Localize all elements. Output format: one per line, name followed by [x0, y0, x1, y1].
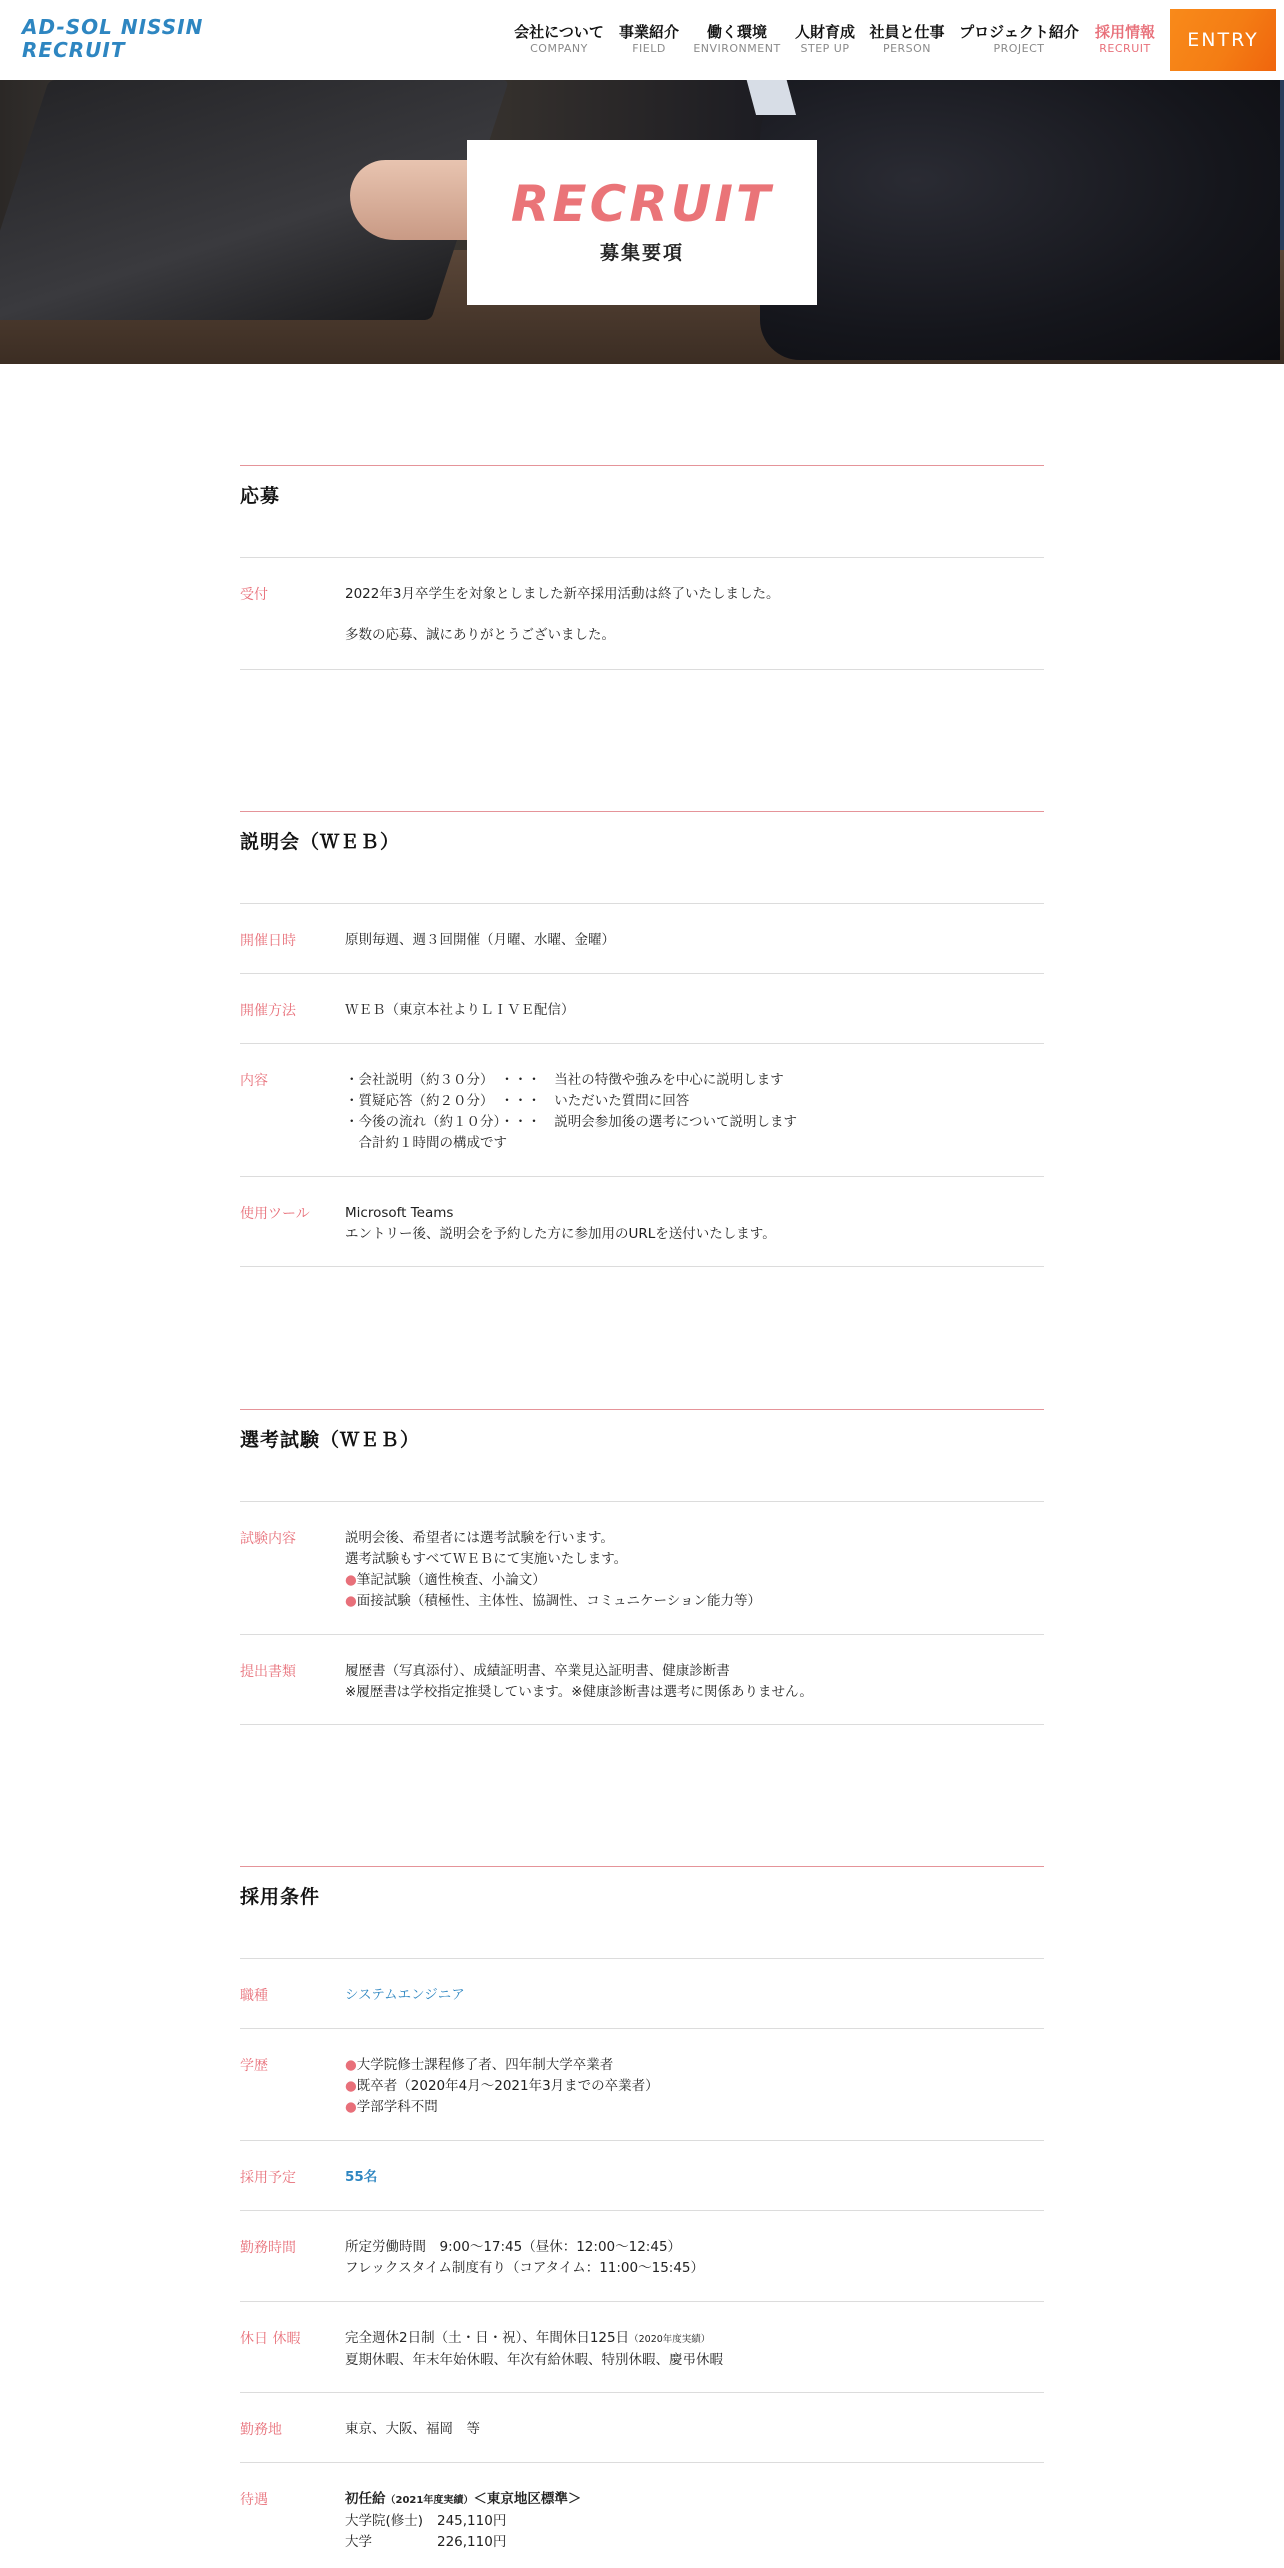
- row-label: 勤務時間: [240, 2240, 296, 2256]
- nav-recruit[interactable]: 採用情報 RECRUIT: [1094, 23, 1155, 55]
- row-value: 完全週休2日制（土・日・祝）、年間休日125日（2020年度実績） 夏期休暇、年末年始休暇、年次有給休暇、特別休暇、慶弔休暇: [345, 2330, 723, 2368]
- row-label: 職種: [240, 1988, 268, 2004]
- hero-title-card: [467, 140, 817, 305]
- row-value: Microsoft Teams エントリー後、説明会を予約した方に参加用のURLを送付いたします。: [345, 1205, 776, 1242]
- table-row: [240, 973, 1044, 1043]
- row-value: 履歴書（写真添付）、成績証明書、卒業見込証明書、健康診断書 ※履歴書は学校指定推奨しています。※健康診断書は選考に関係ありません。: [345, 1663, 813, 1700]
- nav-company[interactable]: 会社について COMPANY: [514, 23, 604, 55]
- row-value: 原則毎週、週３回開催（月曜、水曜、金曜）: [345, 932, 615, 948]
- nav-environment[interactable]: 働く環境 ENVIRONMENT: [693, 23, 781, 55]
- bullet-icon: ●: [345, 2099, 357, 2115]
- row-label: 採用予定: [240, 2170, 296, 2186]
- row-label: 学歴: [240, 2058, 268, 2074]
- row-label: 提出書類: [240, 1664, 296, 1680]
- row-value: 東京、大阪、福岡 等: [345, 2421, 480, 2437]
- section-divider: [240, 465, 1044, 466]
- row-label: 勤務地: [240, 2422, 282, 2438]
- section-title: 応募: [240, 485, 281, 507]
- table-row: [240, 2028, 1044, 2140]
- nav-field[interactable]: 事業紹介 FIELD: [618, 23, 679, 55]
- section-title: 説明会（ＷＥＢ）: [240, 831, 401, 853]
- table-row: [240, 1958, 1044, 2028]
- table-row: [240, 1043, 1044, 1176]
- global-nav: [0, 22, 1284, 62]
- row-value: ・会社説明（約３０分） ・・・ 当社の特徴や強みを中心に説明します ・質疑応答（約２０分） ・・・ いただいた質問に回答 ・今後の流れ（約１０分）・・・ 説明会参加後の選考について説明します 合計約１時間の構成です: [345, 1072, 797, 1151]
- row-value: 初任給（2021年度実績）＜東京地区標準＞ 大学院(修士) 245,110円 大学 226,110円: [345, 2491, 582, 2550]
- hero-title: RECRUIT: [510, 175, 774, 233]
- bullet-icon: ●: [345, 2078, 357, 2094]
- row-label: 開催方法: [240, 1003, 296, 1019]
- row-label: 開催日時: [240, 933, 296, 949]
- row-value: 所定労働時間 9:00～17:45（昼休：12:00～12:45） フレックスタイム制度有り（コアタイム：11:00～15:45）: [345, 2239, 705, 2276]
- logo-line-2: RECRUIT: [22, 38, 126, 62]
- table-row: [240, 2462, 1044, 2568]
- table-row: [240, 2140, 1044, 2210]
- entry-button[interactable]: ENTRY: [1170, 9, 1276, 71]
- row-label: 休日 休暇: [240, 2331, 301, 2347]
- row-label: 内容: [240, 1073, 268, 1089]
- row-label: 使用ツール: [240, 1206, 310, 1222]
- row-value: 2022年3月卒学生を対象としました新卒採用活動は終了いたしました。 多数の応募、誠にありがとうございました。: [345, 586, 780, 643]
- nav-step-up[interactable]: 人財育成 STEP UP: [794, 23, 855, 55]
- table-row: [240, 2210, 1044, 2301]
- section-title: 採用条件: [240, 1886, 321, 1908]
- nav-project[interactable]: プロジェクト紹介 PROJECT: [959, 23, 1079, 55]
- hero-subtitle: 募集要項: [599, 242, 684, 264]
- job-type-link[interactable]: システムエンジニア: [345, 1987, 465, 2003]
- table-row: [240, 1176, 1044, 1267]
- table-row: [240, 2392, 1044, 2462]
- table-row: [240, 1501, 1044, 1634]
- site-header: [0, 0, 1284, 80]
- logo-line-1: AD-SOL NISSIN: [22, 15, 204, 39]
- row-label: 待遇: [240, 2492, 268, 2508]
- bullet-icon: ●: [345, 1572, 357, 1588]
- section-divider: [240, 811, 1044, 812]
- bullet-icon: ●: [345, 1593, 357, 1609]
- row-value: ＷＥＢ（東京本社よりＬＩＶＥ配信）: [345, 1002, 575, 1018]
- nav-person[interactable]: 社員と仕事 PERSON: [869, 23, 945, 55]
- row-value: [345, 1985, 465, 2006]
- row-value: 説明会後、希望者には選考試験を行います。 選考試験もすべてＷＥＢにて実施いたします。 ●筆記試験（適性検査、小論文） ●面接試験（積極性、主体性、協調性、コミュニケーション能力等）: [345, 1530, 761, 1609]
- bullet-icon: ●: [345, 2057, 357, 2073]
- row-label: 試験内容: [240, 1531, 296, 1547]
- section-divider: [240, 1866, 1044, 1867]
- hero-shirt-image: [744, 80, 796, 115]
- row-value: 55名: [345, 2169, 378, 2185]
- section-title: 選考試験（ＷＥＢ）: [240, 1429, 421, 1451]
- table-row: [240, 903, 1044, 973]
- row-label: 受付: [240, 587, 268, 603]
- table-row: [240, 557, 1044, 670]
- table-row: [240, 1634, 1044, 1725]
- table-row: [240, 2301, 1044, 2392]
- row-value: ●大学院修士課程修了者、四年制大学卒業者 ●既卒者（2020年4月～2021年3月までの卒業者） ●学部学科不問: [345, 2057, 659, 2115]
- hero-person-image: [760, 80, 1280, 360]
- section-divider: [240, 1409, 1044, 1410]
